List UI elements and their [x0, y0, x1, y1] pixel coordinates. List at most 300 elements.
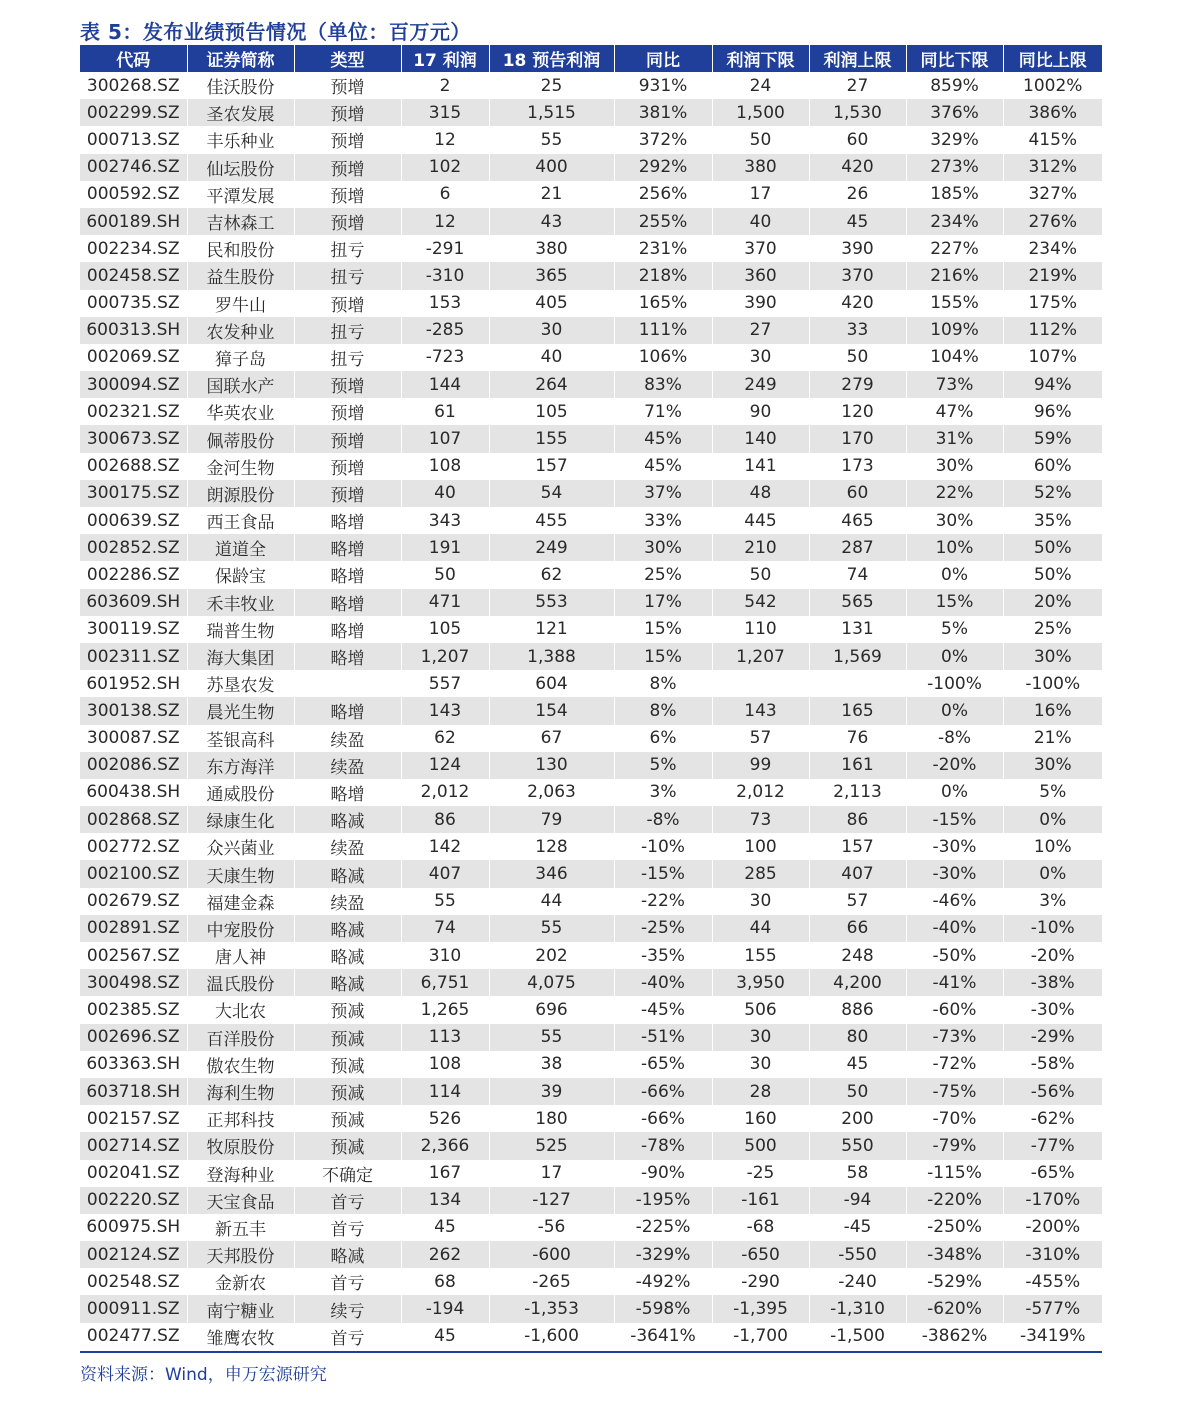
table-cell: 002220.SZ — [80, 1187, 187, 1214]
table-cell: 百洋股份 — [187, 1024, 294, 1051]
table-cell: -161 — [712, 1187, 809, 1214]
table-cell: 370 — [809, 262, 906, 289]
column-header: 同比上限 — [1003, 45, 1102, 72]
table-cell: 124 — [401, 752, 489, 779]
table-cell: -529% — [906, 1268, 1003, 1295]
table-cell: 603718.SH — [80, 1078, 187, 1105]
table-cell: 102 — [401, 154, 489, 181]
table-cell: 50 — [809, 344, 906, 371]
column-header: 利润上限 — [809, 45, 906, 72]
table-row — [80, 752, 1102, 779]
table-cell: 312% — [1003, 154, 1102, 181]
table-cell: 15% — [906, 589, 1003, 616]
table-cell: 0% — [906, 561, 1003, 588]
table-cell: 002311.SZ — [80, 643, 187, 670]
table-cell: 002321.SZ — [86, 401, 180, 422]
table-cell: -1,310 — [809, 1295, 906, 1322]
table-body — [80, 72, 1102, 1350]
table-cell: -20% — [906, 752, 1003, 779]
table-row — [80, 181, 1102, 208]
table-cell: 中宠股份 — [187, 915, 294, 942]
table-cell: 74 — [401, 915, 489, 942]
table-cell: 106% — [614, 344, 712, 371]
table-row — [80, 643, 1102, 670]
table-cell: 59% — [1003, 425, 1102, 452]
table-cell: 1,265 — [401, 996, 489, 1023]
table-cell: 380 — [489, 235, 614, 262]
table-cell: 57 — [809, 888, 906, 915]
table-cell: 续盈 — [294, 752, 401, 779]
table-cell: 141 — [712, 453, 809, 480]
table-cell: 300175.SZ — [80, 480, 187, 507]
table-cell: -66% — [614, 1078, 712, 1105]
table-cell: -1,353 — [489, 1295, 614, 1322]
table-cell: 002891.SZ — [80, 915, 187, 942]
table-cell: 218% — [614, 262, 712, 289]
table-cell: 109% — [906, 317, 1003, 344]
table-row — [80, 1187, 1102, 1214]
table-cell: 8% — [614, 697, 712, 724]
table-cell: -68 — [712, 1214, 809, 1241]
table-cell: -22% — [614, 888, 712, 915]
table-cell: 234% — [906, 208, 1003, 235]
table-cell: 12 — [401, 208, 489, 235]
table-cell: -200% — [1003, 1214, 1102, 1241]
table-cell: -15% — [906, 806, 1003, 833]
table-cell: 62 — [489, 561, 614, 588]
table-cell: 福建金森 — [187, 888, 294, 915]
table-cell: 310 — [401, 942, 489, 969]
table-cell: 420 — [809, 290, 906, 317]
table-cell: 4,200 — [809, 969, 906, 996]
table-cell: 预增 — [294, 126, 401, 153]
table-cell: 445 — [712, 507, 809, 534]
table-cell: -45% — [614, 996, 712, 1023]
table-row — [80, 1105, 1102, 1132]
table-cell: 420 — [809, 154, 906, 181]
table-cell: 预增 — [294, 425, 401, 452]
table-cell: 6% — [614, 725, 712, 752]
table-cell: 327% — [1003, 181, 1102, 208]
table-cell: -100% — [906, 670, 1003, 697]
table-cell: 30 — [489, 317, 614, 344]
table-cell: 400 — [489, 154, 614, 181]
table-cell: 50 — [809, 1078, 906, 1105]
table-cell: -240 — [809, 1268, 906, 1295]
table-cell: 30% — [906, 453, 1003, 480]
table-cell: 续盈 — [294, 888, 401, 915]
table-cell: -65% — [614, 1051, 712, 1078]
table-cell: 285 — [712, 860, 809, 887]
table-row — [80, 915, 1102, 942]
table-cell: -1,600 — [489, 1323, 614, 1350]
table-cell: 3% — [614, 779, 712, 806]
table-cell: 预增 — [294, 290, 401, 317]
table-title: 表 5：发布业绩预告情况（单位：百万元） — [80, 20, 471, 44]
table-cell: 30% — [1003, 752, 1102, 779]
table-cell: 131 — [809, 616, 906, 643]
table-cell: -51% — [614, 1024, 712, 1051]
table-row — [80, 317, 1102, 344]
table-cell: 30% — [1003, 643, 1102, 670]
table-cell: -75% — [906, 1078, 1003, 1105]
table-cell: 平潭发展 — [187, 181, 294, 208]
column-header: 代码 — [80, 45, 187, 72]
table-row — [80, 208, 1102, 235]
table-row — [80, 1214, 1102, 1241]
table-cell: 000639.SZ — [86, 510, 180, 531]
table-cell: 天邦股份 — [187, 1241, 294, 1268]
table-cell: 2,012 — [712, 779, 809, 806]
table-cell: 1,207 — [712, 643, 809, 670]
table-cell: 264 — [489, 371, 614, 398]
table-cell: 15% — [614, 643, 712, 670]
bottom-rule — [80, 1351, 1102, 1353]
table-row — [80, 589, 1102, 616]
table-cell: 002477.SZ — [86, 1326, 180, 1347]
table-cell: 略减 — [294, 1241, 401, 1268]
table-cell: 002772.SZ — [86, 836, 180, 857]
table-cell: 续亏 — [294, 1295, 401, 1322]
table-cell: 57 — [712, 725, 809, 752]
table-cell: -35% — [614, 942, 712, 969]
table-cell: -56% — [1003, 1078, 1102, 1105]
table-cell: 不确定 — [294, 1160, 401, 1187]
table-cell — [809, 670, 906, 697]
table-cell: -650 — [712, 1241, 809, 1268]
table-cell: -348% — [906, 1241, 1003, 1268]
table-cell: 预减 — [294, 1051, 401, 1078]
table-cell: 55 — [489, 126, 614, 153]
table-cell: 002286.SZ — [86, 564, 180, 585]
table-cell: 43 — [489, 208, 614, 235]
table-cell: 526 — [401, 1105, 489, 1132]
table-cell: 601952.SH — [86, 673, 181, 694]
table-cell: -79% — [906, 1132, 1003, 1159]
table-cell: 002124.SZ — [80, 1241, 187, 1268]
table-cell: 360 — [712, 262, 809, 289]
table-cell: 首亏 — [294, 1268, 401, 1295]
table-cell: 30 — [712, 344, 809, 371]
table-cell: 罗牛山 — [187, 290, 294, 317]
table-cell: -46% — [906, 888, 1003, 915]
table-cell: 886 — [809, 996, 906, 1023]
table-cell: 255% — [614, 208, 712, 235]
table-cell: 407 — [809, 860, 906, 887]
table-cell: 565 — [809, 589, 906, 616]
table-cell: -15% — [614, 860, 712, 887]
table-cell: 134 — [401, 1187, 489, 1214]
table-cell: 45 — [401, 1214, 489, 1241]
table-cell: 002234.SZ — [86, 238, 180, 259]
table-cell: 4,075 — [489, 969, 614, 996]
table-row — [80, 72, 1102, 99]
table-cell: 10% — [906, 534, 1003, 561]
table-cell: -291 — [401, 235, 489, 262]
table-cell: 44 — [712, 915, 809, 942]
table-cell: 315 — [401, 99, 489, 126]
table-cell: 21% — [1003, 725, 1102, 752]
table-cell: -194 — [401, 1295, 489, 1322]
table-cell: 52% — [1003, 480, 1102, 507]
table-cell: 17 — [489, 1160, 614, 1187]
table-cell: 5% — [1003, 779, 1102, 806]
table-cell: 略增 — [294, 507, 401, 534]
table-row — [80, 860, 1102, 887]
table-cell: 圣农发展 — [187, 99, 294, 126]
table-cell: 预增 — [294, 154, 401, 181]
table-cell: 天宝食品 — [187, 1187, 294, 1214]
table-cell: 预增 — [294, 181, 401, 208]
table-cell: -41% — [906, 969, 1003, 996]
table-cell: 55 — [489, 1024, 614, 1051]
table-cell: 525 — [489, 1132, 614, 1159]
table-cell: -30% — [906, 833, 1003, 860]
table-cell: 248 — [809, 942, 906, 969]
table-cell: -550 — [809, 1241, 906, 1268]
table-cell: 6 — [401, 181, 489, 208]
table-cell: 407 — [401, 860, 489, 887]
table-cell: 31% — [906, 425, 1003, 452]
table-cell: 002868.SZ — [80, 806, 187, 833]
table-cell: 仙坛股份 — [187, 154, 294, 181]
column-header: 证券简称 — [187, 45, 294, 72]
table-cell: -723 — [401, 344, 489, 371]
table-row — [80, 126, 1102, 153]
table-cell: 600313.SH — [80, 317, 187, 344]
table-cell: 249 — [712, 371, 809, 398]
table-cell: 390 — [809, 235, 906, 262]
table-cell: 86 — [401, 806, 489, 833]
table-cell: 略增 — [294, 779, 401, 806]
table-cell: 108 — [401, 1051, 489, 1078]
table-cell: -50% — [906, 942, 1003, 969]
table-row — [80, 670, 1102, 697]
table-cell: 603363.SH — [86, 1054, 181, 1075]
table-cell: 365 — [489, 262, 614, 289]
table-cell: 73 — [712, 806, 809, 833]
table-cell: 50 — [712, 126, 809, 153]
table-cell: 155 — [712, 942, 809, 969]
table-cell: 273% — [906, 154, 1003, 181]
table-cell: 预减 — [294, 996, 401, 1023]
table-cell: 南宁糖业 — [187, 1295, 294, 1322]
table-row — [80, 1024, 1102, 1051]
table-cell: -77% — [1003, 1132, 1102, 1159]
table-cell: 300138.SZ — [80, 697, 187, 724]
table-cell: 大北农 — [187, 996, 294, 1023]
table-cell: 0% — [906, 643, 1003, 670]
table-cell: 首亏 — [294, 1214, 401, 1241]
table-cell: 24 — [712, 72, 809, 99]
table-cell: 39 — [489, 1078, 614, 1105]
table-cell: -20% — [1003, 942, 1102, 969]
table-cell: 略增 — [294, 697, 401, 724]
table-cell: 002041.SZ — [86, 1163, 180, 1184]
table-cell: 202 — [489, 942, 614, 969]
table-cell: 海大集团 — [187, 643, 294, 670]
table-cell: 0% — [1003, 860, 1102, 887]
table-cell: 佩蒂股份 — [187, 425, 294, 452]
table-cell: -100% — [1003, 670, 1102, 697]
table-cell: 62 — [401, 725, 489, 752]
table-cell: -56 — [489, 1214, 614, 1241]
table-cell: 40 — [712, 208, 809, 235]
table-cell: 45 — [809, 208, 906, 235]
table-cell: 155% — [906, 290, 1003, 317]
table-cell: 292% — [614, 154, 712, 181]
table-cell: 002714.SZ — [80, 1132, 187, 1159]
table-cell: 557 — [401, 670, 489, 697]
table-cell: 首亏 — [294, 1323, 401, 1350]
table-row — [80, 534, 1102, 561]
table-row — [80, 725, 1102, 752]
table-cell: 37% — [614, 480, 712, 507]
table-cell: 预减 — [294, 1024, 401, 1051]
table-cell: 绿康生化 — [187, 806, 294, 833]
table-cell: -115% — [906, 1160, 1003, 1187]
table-cell: 140 — [712, 425, 809, 452]
table-cell: 2,063 — [489, 779, 614, 806]
table-cell: 12 — [401, 126, 489, 153]
table-cell: 300673.SZ — [80, 425, 187, 452]
table-cell: -127 — [489, 1187, 614, 1214]
table-cell: 1,388 — [489, 643, 614, 670]
table-cell: 130 — [489, 752, 614, 779]
table-cell: 200 — [809, 1105, 906, 1132]
table-cell: 191 — [401, 534, 489, 561]
table-cell: 朗源股份 — [187, 480, 294, 507]
table-cell: 600975.SH — [86, 1217, 181, 1238]
table-row — [80, 561, 1102, 588]
table-cell: 10% — [1003, 833, 1102, 860]
table-cell: 216% — [906, 262, 1003, 289]
table-cell: 预增 — [294, 99, 401, 126]
table-cell: -1,500 — [809, 1323, 906, 1350]
table-cell: -73% — [906, 1024, 1003, 1051]
table-cell: 249 — [489, 534, 614, 561]
table-row — [80, 996, 1102, 1023]
table-cell: -78% — [614, 1132, 712, 1159]
table-cell: 859% — [906, 72, 1003, 99]
table-row — [80, 290, 1102, 317]
table-cell: 107% — [1003, 344, 1102, 371]
table-cell: 8% — [614, 670, 712, 697]
table-cell: -492% — [614, 1268, 712, 1295]
table-cell: -290 — [712, 1268, 809, 1295]
table-cell: 86 — [809, 806, 906, 833]
table-cell: 002157.SZ — [86, 1108, 180, 1129]
table-cell: 27 — [809, 72, 906, 99]
table-row — [80, 371, 1102, 398]
table-cell: 金新农 — [187, 1268, 294, 1295]
table-cell: -90% — [614, 1160, 712, 1187]
table-cell: 略增 — [294, 561, 401, 588]
table-row — [80, 154, 1102, 181]
table-cell: 天康生物 — [187, 860, 294, 887]
table-cell: 略减 — [294, 969, 401, 996]
table-cell: -195% — [614, 1187, 712, 1214]
table-cell: 0% — [906, 697, 1003, 724]
column-header: 利润下限 — [712, 45, 809, 72]
table-cell: 002458.SZ — [80, 262, 187, 289]
table-cell: 110 — [712, 616, 809, 643]
table-cell: 550 — [809, 1132, 906, 1159]
table-cell: 1,515 — [489, 99, 614, 126]
table-cell: 傲农生物 — [187, 1051, 294, 1078]
table-cell: 180 — [489, 1105, 614, 1132]
table-cell: 唐人神 — [187, 942, 294, 969]
table-cell: 143 — [401, 697, 489, 724]
table-cell: 415% — [1003, 126, 1102, 153]
table-row — [80, 1078, 1102, 1105]
table-cell: 30 — [712, 1051, 809, 1078]
column-header: 17 利润 — [401, 45, 489, 72]
table-row — [80, 1160, 1102, 1187]
table-cell: 通威股份 — [187, 779, 294, 806]
table-cell: 376% — [906, 99, 1003, 126]
table-cell: 荃银高科 — [187, 725, 294, 752]
table-cell: -598% — [614, 1295, 712, 1322]
table-cell: 略减 — [294, 806, 401, 833]
table-cell: 99 — [712, 752, 809, 779]
table-row — [80, 1268, 1102, 1295]
table-cell: 略减 — [294, 860, 401, 887]
table-cell: 17% — [614, 589, 712, 616]
table-cell: -225% — [614, 1214, 712, 1241]
table-cell: 165 — [809, 697, 906, 724]
table-row — [80, 425, 1102, 452]
table-cell: -285 — [401, 317, 489, 344]
table-cell: 东方海洋 — [187, 752, 294, 779]
table-cell: 002069.SZ — [86, 347, 180, 368]
table-cell: 50% — [1003, 561, 1102, 588]
table-cell: -220% — [906, 1187, 1003, 1214]
table-cell: -170% — [1003, 1187, 1102, 1214]
table-cell: 正邦科技 — [187, 1105, 294, 1132]
table-cell: 55 — [401, 888, 489, 915]
table-row — [80, 888, 1102, 915]
table-cell: 107 — [401, 425, 489, 452]
table-cell: -25% — [614, 915, 712, 942]
table-cell: 279 — [809, 371, 906, 398]
table-row — [80, 1051, 1102, 1078]
table-cell: 000713.SZ — [86, 129, 180, 150]
table-cell: 丰乐种业 — [187, 126, 294, 153]
table-cell: 众兴菌业 — [187, 833, 294, 860]
table-row — [80, 262, 1102, 289]
table-cell: 210 — [712, 534, 809, 561]
table-cell: 苏垦农发 — [187, 670, 294, 697]
table-row — [80, 779, 1102, 806]
table-cell: 80 — [809, 1024, 906, 1051]
table-cell: -40% — [906, 915, 1003, 942]
table-cell: 175% — [1003, 290, 1102, 317]
table-cell: -600 — [489, 1241, 614, 1268]
table-cell: 231% — [614, 235, 712, 262]
table-cell: 71% — [614, 398, 712, 425]
table-cell: 登海种业 — [187, 1160, 294, 1187]
table-cell: 獐子岛 — [187, 344, 294, 371]
table-cell: -10% — [614, 833, 712, 860]
table-cell: 144 — [401, 371, 489, 398]
table-cell: 60 — [809, 126, 906, 153]
table-cell: 47% — [906, 398, 1003, 425]
table-cell: 28 — [712, 1078, 809, 1105]
table-cell: 300498.SZ — [80, 969, 187, 996]
table-cell: 121 — [489, 616, 614, 643]
table-cell: 380 — [712, 154, 809, 181]
